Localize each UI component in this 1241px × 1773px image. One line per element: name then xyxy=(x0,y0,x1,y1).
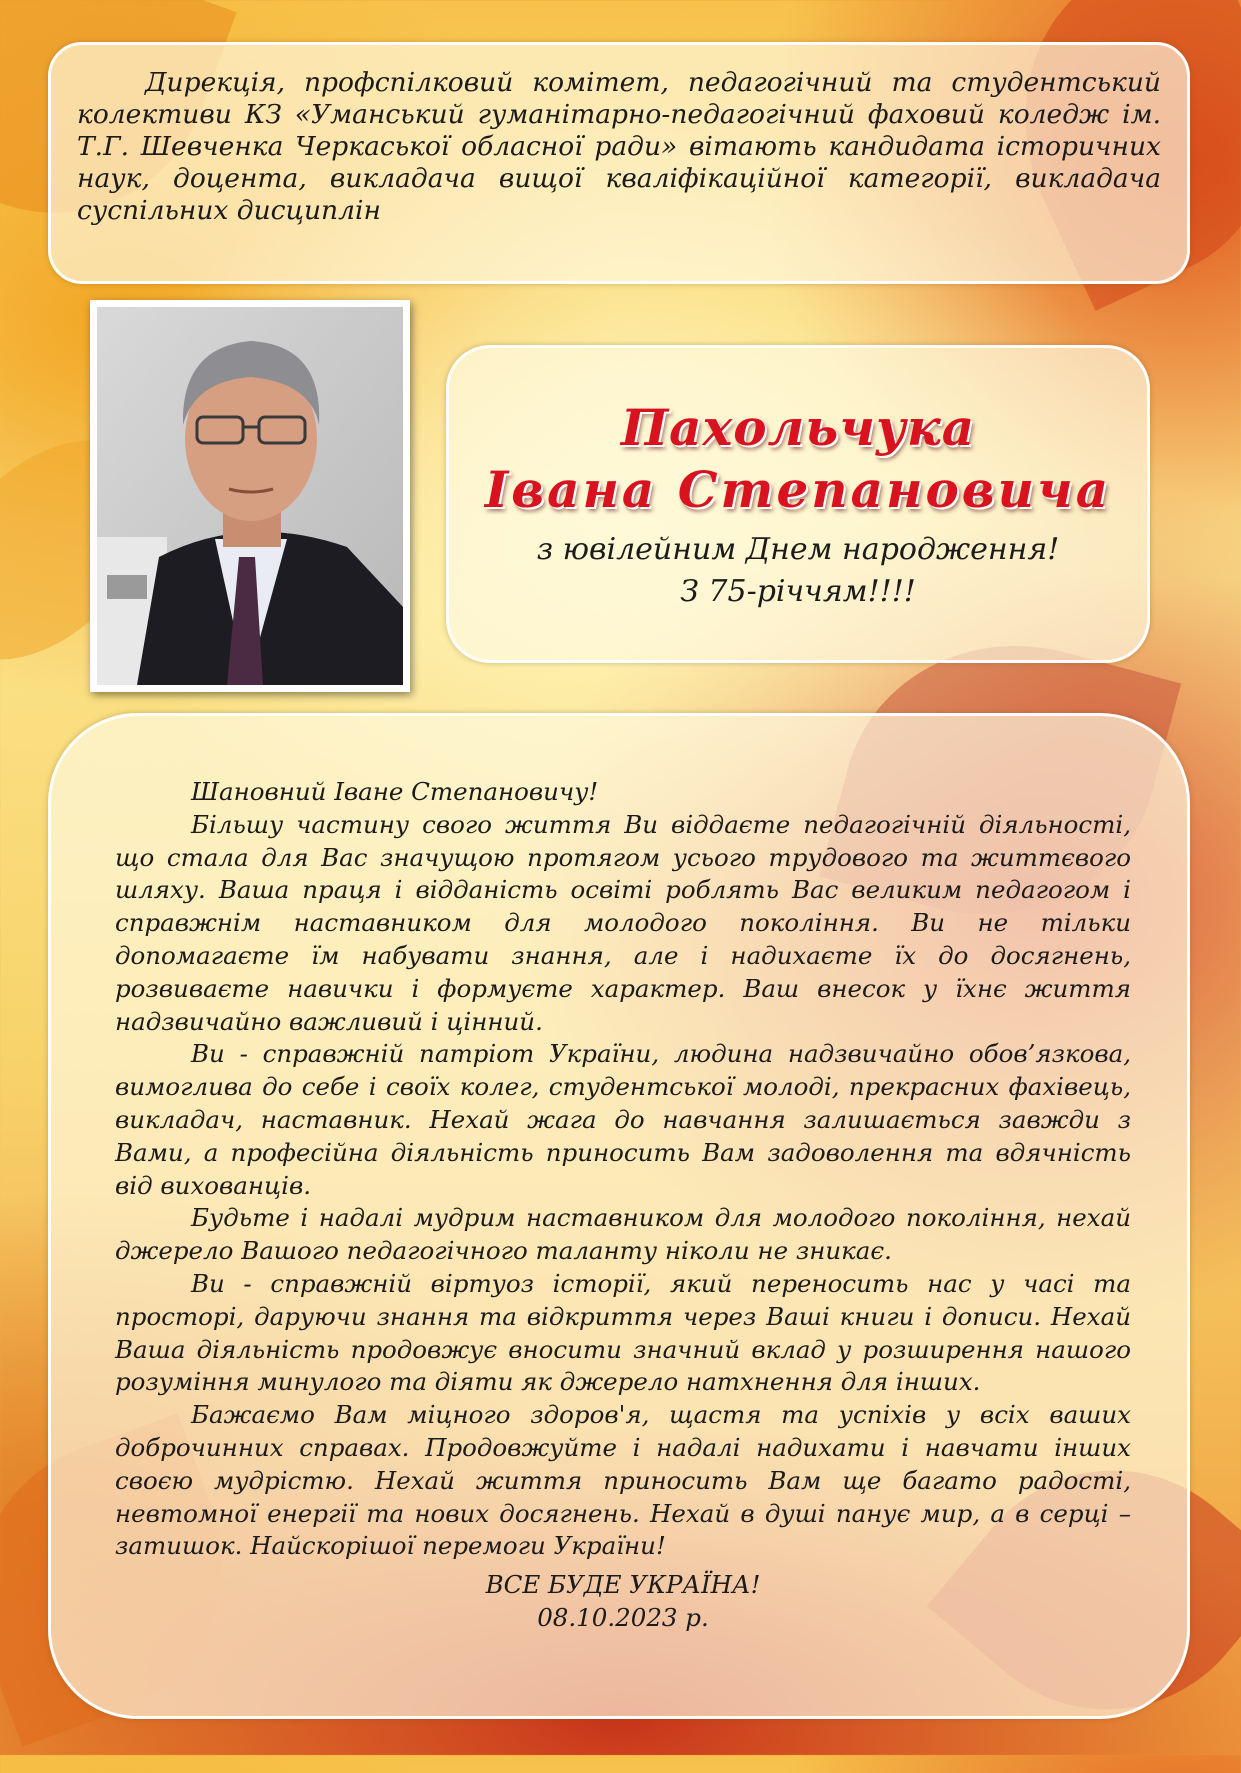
letter-salutation: Шановний Іване Степановичу! xyxy=(191,777,599,806)
letter-slogan: ВСЕ БУДЕ УКРАЇНА! xyxy=(485,1570,761,1600)
intro-text: Дирекція, профспілковий комітет, педагогічний та студентський колективи КЗ «Уманський гуманітарно-педагогічний фаховий коледж ім. Т.Г. Шевченка Черкаської обласної ради» вітають кандидата історичних наук, доцента, викладача вищої кваліфікаційної категорії, викладача суспільних дисциплін xyxy=(77,67,1161,226)
letter-paragraph: Ви - справжній віртуоз історії, який переносить нас у часі та просторі, даруючи знання та відкриття через Ваші книги і дописи. Нехай Ваша діяльність продовжує вносити значний вклад у розширення нашого розуміння минулого та діяти як джерело натхнення для інших. xyxy=(115,1268,1131,1397)
letter-date: 08.10.2023 р. xyxy=(537,1602,709,1632)
anniversary-line: З 75-річчям!!!! xyxy=(680,574,916,609)
honoree-given-names: Івана Степановича xyxy=(484,460,1112,519)
portrait-photo xyxy=(97,307,403,685)
honoree-surname: Пахольчука xyxy=(620,398,976,457)
birthday-greeting: з ювілейним Днем народження! xyxy=(536,532,1060,567)
honoree-panel xyxy=(446,345,1150,663)
letter-paragraph: Ви - справжній патріот України, людина надзвичайно обов’язкова, вимоглива до себе і своїх колег, студентської молоді, прекрасних фахівець, викладач, наставник. Нехай жага до навчання залишається завжди з Вами, а професійна діяльність приносить Вам задоволення та вдячність від вихованців. xyxy=(115,1039,1131,1200)
letter-paragraph: Бажаємо Вам міцного здоров'я, щастя та успіхів у всіх ваших доброчинних справах. Продовжуйте і надалі надихати і навчати інших своєю мудрістю. Нехай життя приносить Вам ще багато радості, невтомної енергії та нових досягнень. Нехай в душі панує мир, а в серці – затишок. Найскорішої перемоги України! xyxy=(115,1400,1131,1561)
letter-paragraph: Більшу частину свого життя Ви віддаєте педагогічній діяльності, що стала для Вас значущою протягом усього трудового та життєвого шляху. Ваша праця і відданість освіті роблять Вас великим педагогом і справжнім наставником для молодого покоління. Ви не тільки допомагаєте їм набувати знання, але і надихаєте їх до досягнень, розвиваєте навички і формуєте характер. Ваш внесок у їхнє життя надзвичайно важливий і цінний. xyxy=(115,809,1131,1036)
intro-panel xyxy=(48,42,1190,284)
portrait-photo-frame xyxy=(90,300,410,692)
letter-panel xyxy=(48,713,1190,1719)
letter-paragraph: Будьте і надалі мудрим наставником для молодого покоління, нехай джерело Вашого педагогічного таланту ніколи не зникає. xyxy=(115,1203,1131,1266)
letter-body xyxy=(115,776,1131,1635)
portrait-illustration xyxy=(97,307,403,685)
